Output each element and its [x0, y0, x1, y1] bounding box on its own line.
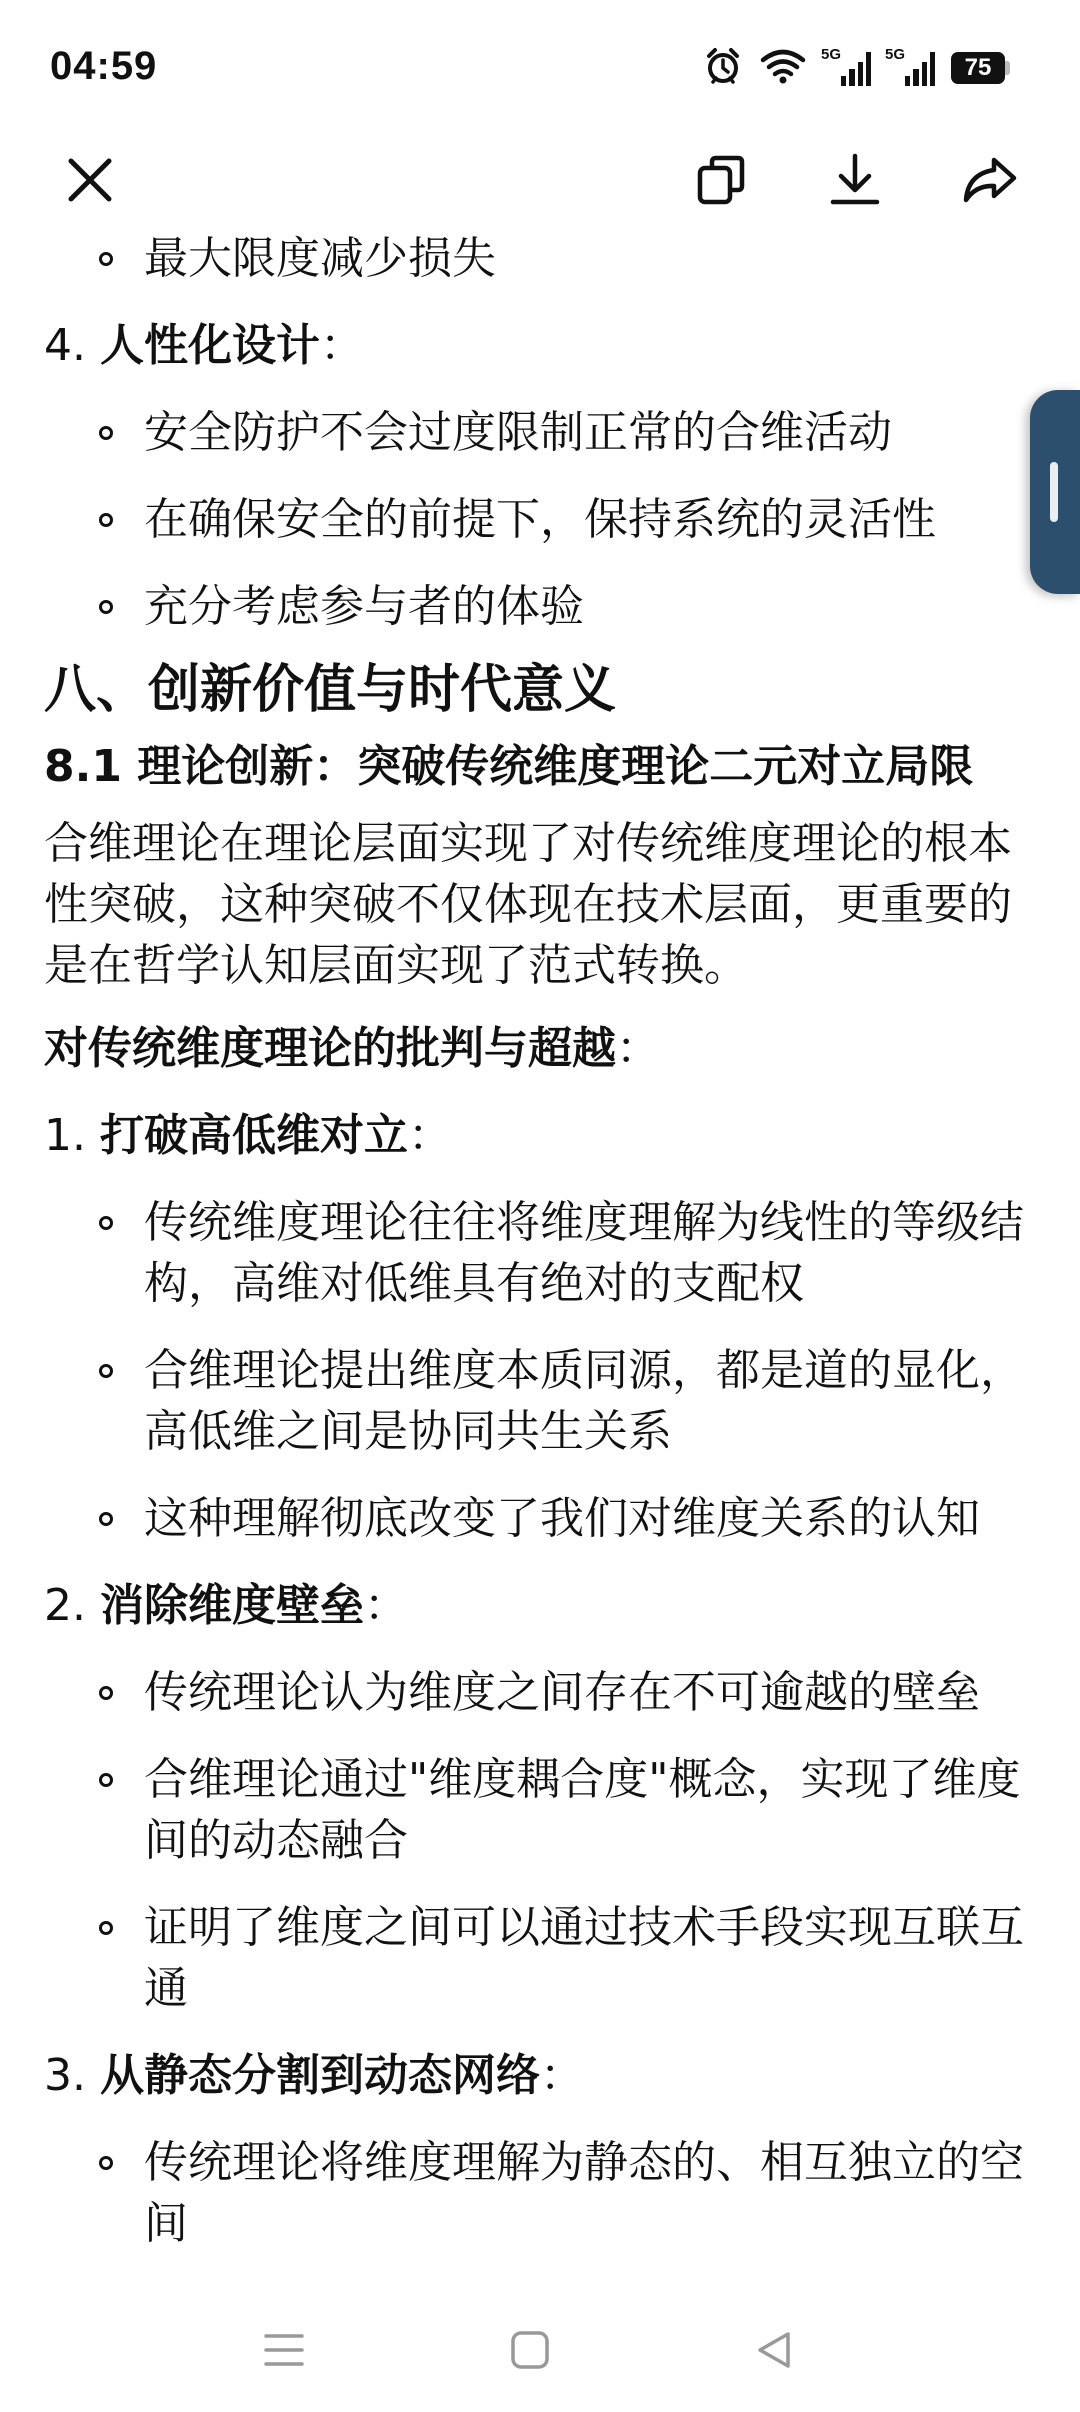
colon: ：	[407, 1110, 452, 1161]
critique-heading	[44, 1018, 1044, 1079]
numbered-item-title: 人性化设计	[99, 320, 320, 371]
wifi-icon	[759, 48, 807, 88]
list-item-text: 充分考虑参与者的体验	[144, 581, 584, 632]
alarm-icon	[703, 46, 743, 90]
side-drag-handle[interactable]	[1030, 390, 1080, 594]
list-item	[44, 402, 1044, 463]
back-button[interactable]	[744, 2320, 804, 2380]
numbered-item-1	[44, 1105, 1044, 1166]
colon: ：	[363, 1580, 408, 1631]
colon: ：	[616, 1023, 660, 1074]
status-icons	[703, 46, 1010, 90]
list-item-text: 证明了维度之间可以通过技术手段实现互联互通	[144, 1902, 1024, 2014]
numbered-item-title: 消除维度壁垒	[99, 1580, 364, 1631]
numbered-item-4	[44, 315, 1044, 376]
status-bar	[0, 0, 1080, 140]
copy-icon	[694, 152, 750, 208]
colon: ：	[319, 320, 364, 371]
list-item-text: 合维理论提出维度本质同源，都是道的显化，高低维之间是协同共生关系	[144, 1345, 1024, 1457]
list-item	[44, 1897, 1044, 2019]
list-item	[44, 1488, 1044, 1549]
numbered-item-3	[44, 2045, 1044, 2106]
signal-strength-1-icon	[821, 46, 871, 86]
number-label: 4.	[44, 320, 86, 371]
home-button[interactable]	[500, 2320, 560, 2380]
copy-button[interactable]	[690, 148, 754, 212]
number-label: 1.	[44, 1110, 86, 1161]
share-icon	[960, 152, 1020, 208]
colon: ：	[539, 2050, 584, 2101]
list-item	[44, 1749, 1044, 1871]
critique-title: 对传统维度理论的批判与超越	[44, 1023, 616, 1074]
list-item	[44, 1662, 1044, 1723]
system-nav-bar	[0, 2280, 1080, 2412]
battery-level: 75	[951, 52, 1005, 84]
paragraph: 合维理论在理论层面实现了对传统维度理论的根本性突破，这种突破不仅体现在技术层面，更重要的是在哲学认知层面实现了范式转换。	[44, 818, 1012, 991]
grip-icon	[1050, 462, 1058, 522]
close-button[interactable]	[58, 148, 122, 212]
number-label: 2.	[44, 1580, 86, 1631]
numbered-item-title: 从静态分割到动态网络	[99, 2050, 540, 2101]
list-item-text: 传统理论认为维度之间存在不可逾越的壁垒	[144, 1667, 980, 1718]
download-icon	[827, 152, 883, 208]
list-item-text: 在确保安全的前提下，保持系统的灵活性	[144, 494, 936, 545]
back-icon	[752, 2328, 796, 2372]
status-time: 04:59	[50, 44, 158, 88]
menu-icon	[262, 2330, 306, 2370]
list-item-text: 传统维度理论往往将维度理解为线性的等级结构，高维对低维具有绝对的支配权	[144, 1197, 1024, 1309]
list-item-text: 这种理解彻底改变了我们对维度关系的认知	[144, 1493, 980, 1544]
list-item	[44, 489, 1044, 550]
signal-strength-2-icon	[885, 46, 935, 86]
list-item-text: 传统理论将维度理解为静态的、相互独立的空间	[144, 2137, 1024, 2249]
numbered-item-title: 打破高低维对立	[99, 1110, 408, 1161]
signal2-label: 5G	[885, 46, 906, 63]
list-item	[44, 1340, 1044, 1462]
list-item-text: 合维理论通过"维度耦合度"概念，实现了维度间的动态融合	[144, 1754, 1021, 1866]
article-content	[44, 228, 1044, 2254]
share-button[interactable]	[958, 148, 1022, 212]
list-item	[44, 228, 1044, 289]
list-item	[44, 1192, 1044, 1314]
menu-button[interactable]	[254, 2320, 314, 2380]
download-button[interactable]	[823, 148, 887, 212]
home-icon	[508, 2328, 552, 2372]
signal1-label: 5G	[821, 46, 842, 63]
numbered-item-2	[44, 1575, 1044, 1636]
list-item-text: 安全防护不会过度限制正常的合维活动	[144, 407, 892, 458]
battery-icon	[951, 52, 1010, 84]
subsection-heading: 8.1 理论创新：突破传统维度理论二元对立局限	[44, 741, 974, 792]
list-item	[44, 576, 1044, 637]
list-item-text: 最大限度减少损失	[144, 233, 496, 284]
top-toolbar	[0, 140, 1080, 220]
list-item	[44, 2132, 1044, 2254]
close-icon	[63, 153, 117, 207]
number-label: 3.	[44, 2050, 86, 2101]
section-heading: 八、创新价值与时代意义	[44, 660, 617, 720]
